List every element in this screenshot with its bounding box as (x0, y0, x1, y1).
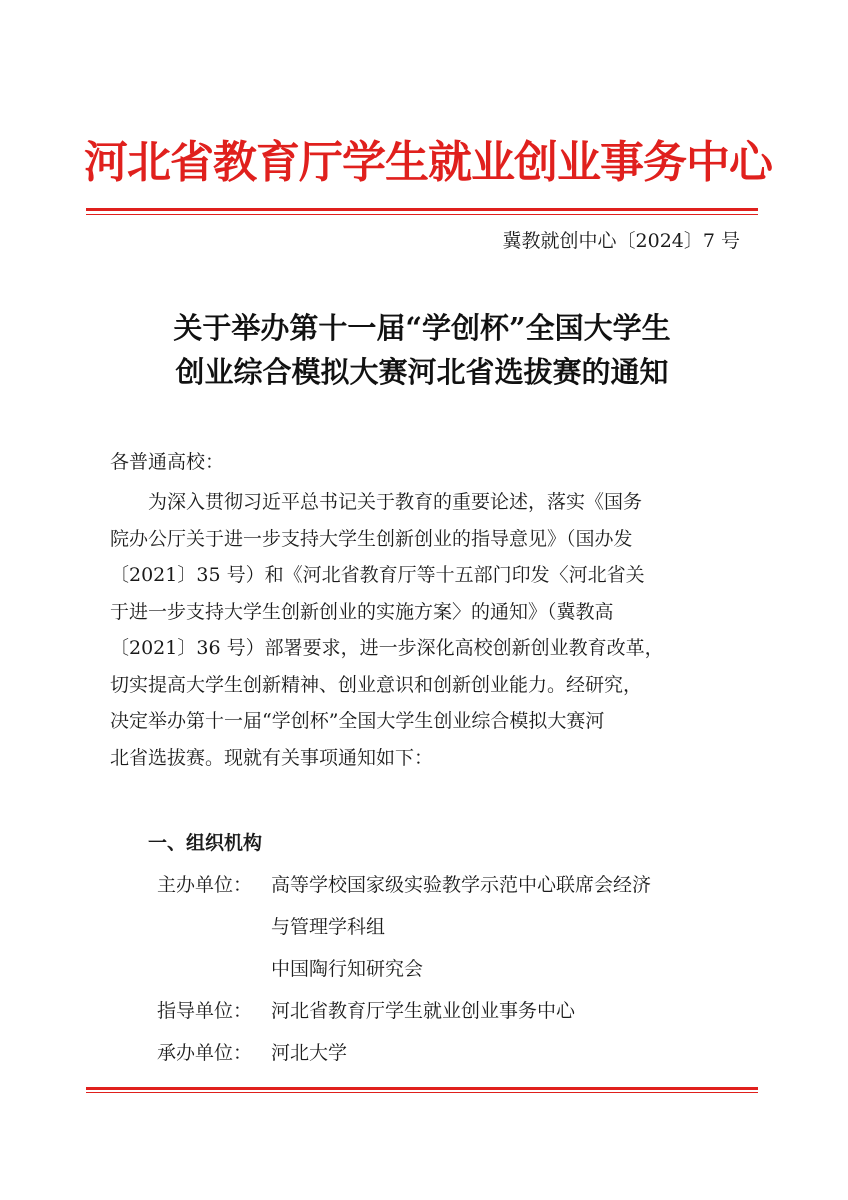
host-unit-value-2: 中国陶行知研究会 (271, 958, 424, 980)
organizer-unit-row (157, 1038, 347, 1068)
guide-unit-value: 河北省教育厅学生就业创业事务中心 (271, 1000, 576, 1022)
guide-unit-label: 指导单位： (157, 1000, 253, 1022)
salutation: 各普通高校： (110, 451, 225, 473)
document-title (86, 306, 758, 394)
host-unit-value: 高等学校国家级实验教学示范中心联席会经济 (271, 874, 652, 896)
header-red-rule-thick (86, 208, 758, 211)
host-unit-value-cont: 与管理学科组 (271, 916, 386, 938)
organizer-unit-label: 承办单位： (157, 1042, 253, 1064)
body-line: 〔2021〕35 号）和《河北省教育厅等十五部门印发〈河北省关 (110, 564, 645, 586)
body-line: 为深入贯彻习近平总书记关于教育的重要论述，落实《国务 (148, 491, 643, 513)
host-unit-label: 主办单位： (157, 874, 253, 896)
body-line: 北省选拔赛。现就有关事项通知如下： (110, 746, 434, 769)
title-line-1: 关于举办第十一届“学创杯”全国大学生 (173, 311, 671, 345)
title-line-2: 创业综合模拟大赛河北省选拔赛的通知 (175, 355, 669, 389)
document-number: 冀教就创中心〔2024〕7 号 (502, 230, 740, 252)
masthead-org-name: 河北省教育厅学生就业创业事务中心 (84, 137, 772, 188)
body-line: 院办公厅关于进一步支持大学生创新创业的指导意见》（国办发 (110, 527, 633, 550)
body-line: 于进一步支持大学生创新创业的实施方案〉的通知》（冀教高 (110, 600, 614, 623)
body-line: 〔2021〕36 号）部署要求，进一步深化高校创新创业教育改革， (110, 637, 664, 659)
section-heading-organization: 一、组织机构 (148, 832, 263, 854)
guide-unit-row (157, 996, 575, 1026)
footer-red-rule-thin (86, 1092, 758, 1093)
body-line: 切实提高大学生创新精神、创业意识和创新创业能力。经研究， (110, 673, 643, 696)
header-red-rule-thin (86, 214, 758, 215)
body-line: 决定举办第十一届“学创杯”全国大学生创业综合模拟大赛河 (110, 710, 605, 732)
body-paragraph (110, 484, 750, 776)
organizer-unit-value: 河北大学 (271, 1042, 348, 1064)
footer-red-rule-thick (86, 1087, 758, 1090)
host-unit-row (157, 870, 651, 900)
